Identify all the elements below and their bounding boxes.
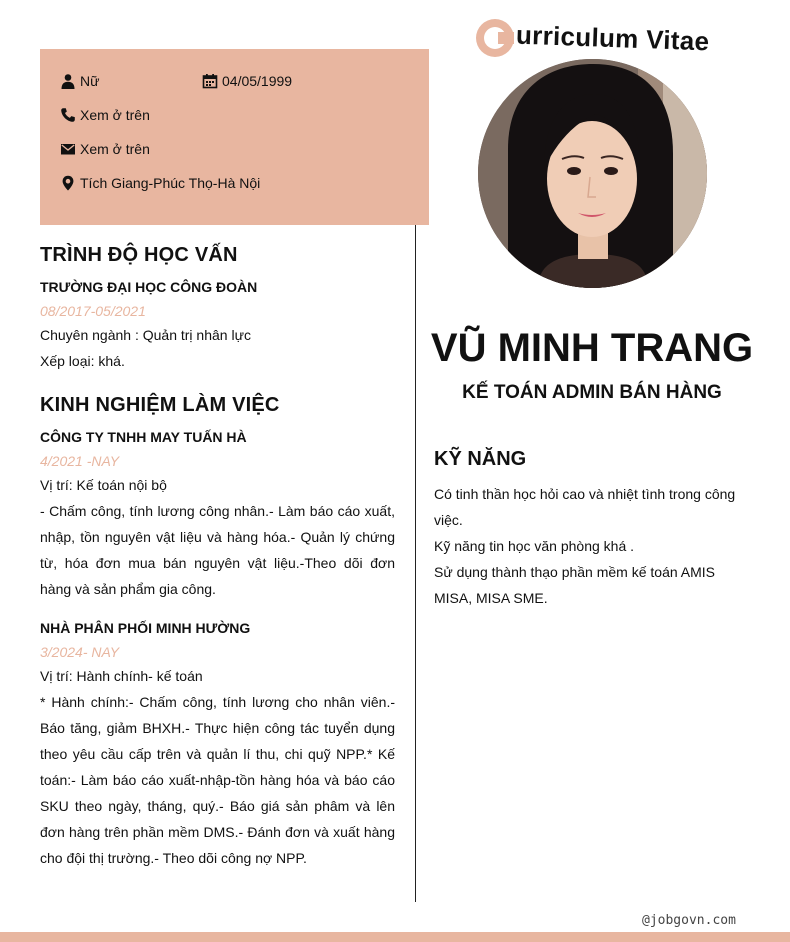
candidate-name: VŨ MINH TRANG <box>430 326 754 370</box>
skill-item: Sử dụng thành thạo phần mềm kế toán AMIS MISA, MISA SME. <box>434 564 715 606</box>
school-name: TRƯỜNG ĐẠI HỌC CÔNG ĐOÀN <box>40 279 258 295</box>
curriculum-vitae-logo <box>476 18 709 58</box>
phone-value: Xem ở trên <box>80 107 150 123</box>
skills-list <box>434 481 744 611</box>
location-pin-icon <box>60 175 76 191</box>
job-description: - Chấm công, tính lương công nhân.- Làm báo cáo xuất, nhập, tồn nguyên vật liệu và hàng hóa.- Quản lý chứng từ, hóa đơn mua bán nguyên vật liệu.-Theo dõi đơn hàng và sản phẩm gia công. <box>40 503 395 597</box>
personal-info-box <box>40 49 429 225</box>
envelope-icon <box>60 141 76 157</box>
birthday-value: 04/05/1999 <box>222 73 293 89</box>
job-company: CÔNG TY TNHH MAY TUẤN HÀ <box>40 429 247 445</box>
job-description: * Hành chính:- Chấm công, tính lương cho nhân viên.- Báo tăng, giảm BHXH.- Thực hiện công tác tuyển dụng theo yêu cầu cấp trên và quản lí thu, chi quỹ NPP.* Kế toán:- Làm báo cáo xuất-nhập-tồn hàng hóa và báo cáo SKU theo ngày, tháng, quý.- Báo giá sản phâm và lên đơn hàng trên phần mềm DMS.- Đánh đơn và xuất hàng cho đội thị trường.- Theo dõi công nợ NPP. <box>40 694 395 866</box>
person-icon <box>60 73 76 89</box>
job-position: Vị trí: Hành chính- kế toán <box>40 668 203 684</box>
skill-item: Có tinh thần học hỏi cao và nhiệt tình trong công việc. <box>434 486 736 528</box>
email-value: Xem ở trên <box>80 141 150 157</box>
logo-text: urriculum Vitae <box>515 19 710 56</box>
email-row <box>60 139 150 159</box>
gender-row <box>60 71 99 91</box>
job-period: 3/2024- NAY <box>40 644 120 660</box>
gender-value: Nữ <box>80 73 100 89</box>
phone-icon <box>60 107 76 123</box>
experience-title: KINH NGHIỆM LÀM VIỆC <box>40 394 280 416</box>
profile-photo <box>478 59 707 288</box>
skills-title: KỸ NĂNG <box>434 448 527 470</box>
skill-item: Kỹ năng tin học văn phòng khá . <box>434 538 635 554</box>
address-row <box>60 173 260 193</box>
address-value: Tích Giang-Phúc Thọ-Hà Nội <box>80 175 261 191</box>
phone-row <box>60 105 150 125</box>
calendar-icon <box>202 73 218 89</box>
watermark-text: @jobgovn.com <box>642 913 736 928</box>
education-title: TRÌNH ĐỘ HỌC VẤN <box>40 244 238 266</box>
education-period: 08/2017-05/2021 <box>40 303 146 319</box>
education-major: Chuyên ngành : Quản trị nhân lực <box>40 327 251 343</box>
candidate-title: KẾ TOÁN ADMIN BÁN HÀNG <box>462 382 722 403</box>
job-position: Vị trí: Kế toán nội bộ <box>40 477 167 493</box>
birthday-row <box>202 71 292 91</box>
job-period: 4/2021 -NAY <box>40 453 120 469</box>
logo-letter-c <box>476 19 514 57</box>
portrait-image <box>478 59 707 288</box>
job-company: NHÀ PHÂN PHỐI MINH HƯỜNG <box>40 620 251 636</box>
footer-bar <box>0 932 790 942</box>
education-grade: Xếp loại: khá. <box>40 353 125 369</box>
